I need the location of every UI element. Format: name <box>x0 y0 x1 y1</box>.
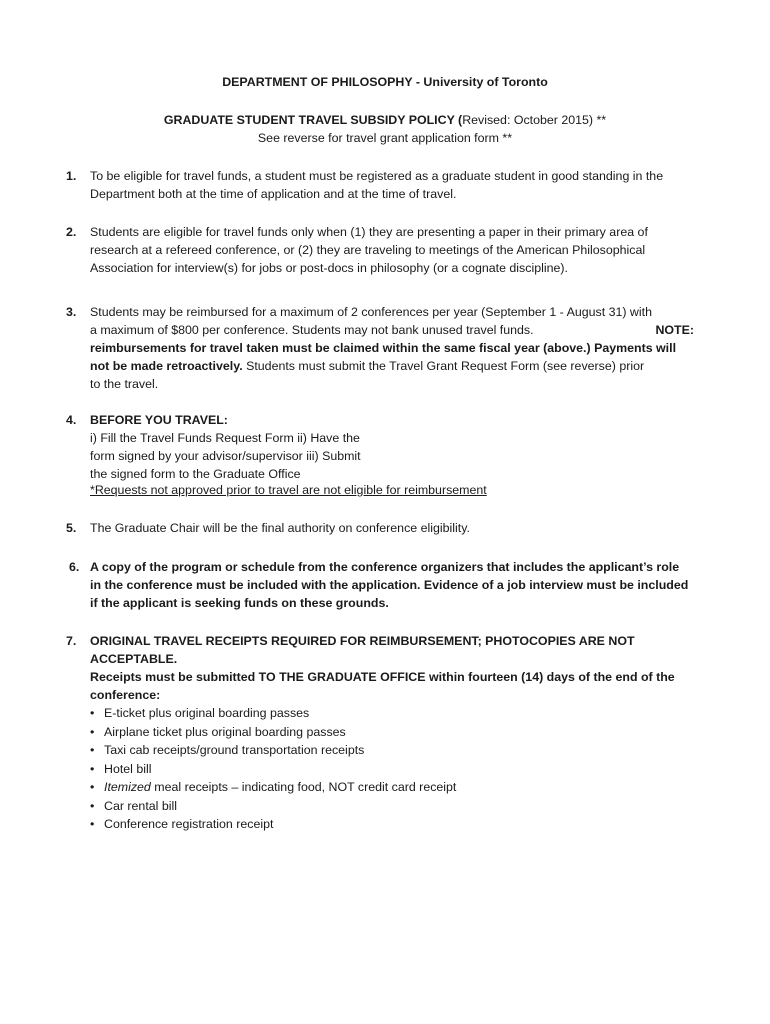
item-number: 6. <box>69 560 80 574</box>
list-item-italic: Itemized <box>104 780 151 794</box>
item-text <box>90 223 694 277</box>
list-item <box>90 741 694 760</box>
item-line: Department both at the time of application and at the time of travel. <box>90 187 457 201</box>
list-item-text: Conference registration receipt <box>104 817 274 831</box>
list-item-text: Airplane ticket plus original boarding passes <box>104 724 346 739</box>
item-line: Students may be reimbursed for a maximum of 2 conferences per year (September 1 - August 31) with <box>90 305 652 319</box>
item-text <box>90 558 694 612</box>
list-item-text: meal receipts – indicating food, NOT credit card receipt <box>150 780 457 794</box>
item-line: form signed by your advisor/supervisor iii) Submit <box>90 449 361 463</box>
item-number: 3. <box>66 305 77 319</box>
department-heading: DEPARTMENT OF PHILOSOPHY - University of Toronto <box>222 75 548 89</box>
receipt-list <box>90 704 694 834</box>
note-label: NOTE: <box>655 323 694 337</box>
item-line: The Graduate Chair will be the final authority on conference eligibility. <box>90 521 470 535</box>
list-item <box>90 815 694 834</box>
list-item-text: Car rental bill <box>104 798 177 813</box>
item-line: the signed form to the Graduate Office <box>90 467 301 481</box>
list-item <box>90 760 694 779</box>
item-text <box>90 303 694 393</box>
bullet-icon: • <box>90 724 95 739</box>
item-line: To be eligible for travel funds, a student must be registered as a graduate student in good standing in the <box>90 169 664 183</box>
item-line: if the applicant is seeking funds on these grounds. <box>90 596 389 610</box>
item-line: Association for interview(s) for jobs or post-docs in philosophy (or a cognate discipline). <box>90 261 568 275</box>
item-line: conference: <box>90 688 161 702</box>
item-number: 5. <box>66 521 77 535</box>
list-item <box>90 704 694 723</box>
bullet-icon: • <box>90 817 95 831</box>
item-line <box>90 321 694 339</box>
list-item-text: E-ticket plus original boarding passes <box>104 706 310 720</box>
see-reverse-note: See reverse for travel grant application form ** <box>257 131 513 145</box>
item-line: Receipts must be submitted TO THE GRADUATE OFFICE within fourteen (14) days of the end of the <box>90 670 675 684</box>
item-line: to the travel. <box>90 377 159 391</box>
item-line-bold: reimbursements for travel taken must be claimed within the same fiscal year (above.) Payments will <box>90 341 677 355</box>
bullet-icon: • <box>90 761 95 776</box>
bullet-icon: • <box>90 706 95 720</box>
list-item <box>90 778 694 797</box>
item-line: Students are eligible for travel funds only when (1) they are presenting a paper in their primary area of <box>90 225 648 239</box>
list-item <box>90 797 694 816</box>
item-line: A copy of the program or schedule from the conference organizers that includes the applicant’s role <box>90 560 680 574</box>
item-line-part: a maximum of $800 per conference. Students may not bank unused travel funds. <box>90 323 534 337</box>
item-number: 2. <box>66 225 77 239</box>
item-line: ORIGINAL TRAVEL RECEIPTS REQUIRED FOR REIMBURSEMENT; PHOTOCOPIES ARE NOT ACCEPTABLE. <box>90 634 635 666</box>
bullet-icon: • <box>90 743 95 757</box>
approval-warning: *Requests not approved prior to travel are not eligible for reimbursement <box>90 483 487 497</box>
item-line <box>90 357 694 375</box>
item-number: 1. <box>66 169 77 183</box>
list-item-text: Hotel bill <box>104 761 152 776</box>
item-line: i) Fill the Travel Funds Request Form ii) Have the <box>90 431 360 445</box>
item-line: research at a refereed conference, or (2) they are traveling to meetings of the American Philosophical <box>90 243 646 257</box>
item-number: 4. <box>66 413 77 427</box>
item-line-bold-part: not be made retroactively. <box>90 359 243 373</box>
item-title: BEFORE YOU TRAVEL: <box>90 413 228 427</box>
item-line-part: Students must submit the Travel Grant Request Form (see reverse) prior <box>242 359 645 373</box>
item-text <box>90 167 694 203</box>
item-line: in the conference must be included with the application. Evidence of a job interview must be included <box>90 578 689 592</box>
bullet-icon: • <box>90 780 95 794</box>
item-number: 7. <box>66 634 77 648</box>
item-text <box>90 519 694 537</box>
policy-title-bold: GRADUATE STUDENT TRAVEL SUBSIDY POLICY ( <box>163 113 463 127</box>
policy-title <box>0 111 770 129</box>
item-text <box>90 632 694 834</box>
bullet-icon: • <box>90 798 95 813</box>
list-item <box>90 723 694 742</box>
list-item-text: Taxi cab receipts/ground transportation receipts <box>104 743 365 757</box>
item-text <box>90 411 694 498</box>
policy-revised: Revised: October 2015) ** <box>462 113 607 127</box>
